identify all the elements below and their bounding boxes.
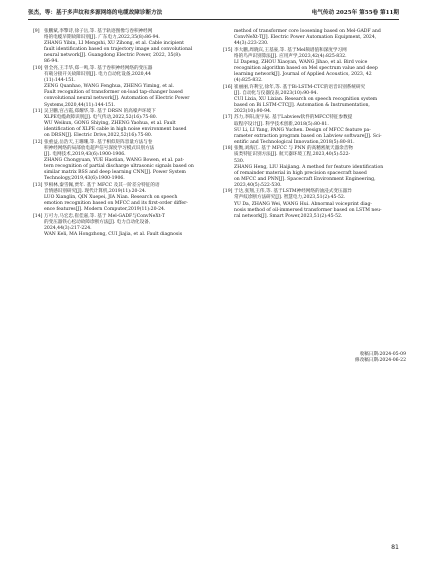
reference-text-line: recognition algorithm based on Mel spectrum value and deep xyxy=(234,65,378,71)
reference-text-line: ConvNeXt-T[J]. Electric Power Automation Equipment, 2024, xyxy=(234,35,377,41)
reference-text-line: WU Weikun, GONG Shiying, ZHENG Yaohua, et al. Fault xyxy=(44,121,176,127)
reference-text-line: 崔丽丽,许利宝,徐年,等. 基于Bi-LSTM-CTC的语音识别系统研究 xyxy=(234,84,366,90)
reference-text-line: identification of XLPE cable in high noise environment based xyxy=(44,127,187,133)
reference-text-line: (11):144-151. xyxy=(44,78,76,84)
reference-text-line: 常声纹诊断方法研究[J]. 智慧电力,2023,51(2):45-52. xyxy=(234,195,346,201)
reference-text-line: 2024,44(3):217-224. xyxy=(44,225,92,231)
reference-text-line: 张重益,岳浩天,王珊珊,等. 基于相似矩阵容量方法与卷 xyxy=(44,139,153,145)
reference-text-line: 张衡,刘海江. 基于 MFCC 与 PNN 的高精密航天器余音物 xyxy=(234,146,353,152)
reference-text-line: tern recognition of partial discharge ultrasonic signals based on xyxy=(44,164,194,170)
reference-number: [13] xyxy=(33,182,43,188)
reference-text-line: ZHANG Yibin, LI Mengshi, XU Zihong, et al. Cable incipient xyxy=(44,41,184,47)
reference-text-line: LUO Xianglin, QIN Xuepei, JIA Nian. Research on speech xyxy=(44,195,178,201)
reference-text-line: learning network[J]. Journal of Applied Acoustics, 2023, 42 xyxy=(234,72,372,78)
reference-entry xyxy=(223,115,399,145)
reference-text-line: 于达,张翔,王伟,等. 基于LSTM神经网络的油浸式变压器异 xyxy=(234,189,352,195)
reference-text-line: 络的鸟声识别算法[J]. 应用声学,2023,42(4):825-832. xyxy=(234,53,347,59)
reference-text-line: neural network[J]. Guangdong Electric Power, 2022, 35(8): xyxy=(44,53,182,59)
reference-text-line: [J]. 电网技术,2019,43(6):1900-1906. xyxy=(44,152,126,158)
reference-number: [10] xyxy=(33,65,43,71)
reference-text-line: based on Bi LSTM-CTC[J]. Automation & Instrumentation, xyxy=(234,102,370,108)
reference-entry xyxy=(33,140,209,183)
references-right-column xyxy=(223,29,399,220)
reference-text-line: nosis method of oil-immersed transformer based on LSTM neu- xyxy=(234,207,382,213)
reference-text-line: rameter extraction program based on Labview software[J]. Sci- xyxy=(234,133,382,139)
reference-text-line: ZENG Quanhao, WANG Fenghua, ZHENG Yiming, et al. xyxy=(44,84,175,90)
reference-text-line: 吴卫鹏,宫占霞,郑耀华,等. 基于 DRSN 的高噪声环境下 xyxy=(44,109,156,114)
reference-text-line: 2023(10):90-94. xyxy=(234,109,272,114)
reference-text-line: fault identification based on trajectory image and convolutional xyxy=(44,47,193,53)
reference-text-line: 有载分接开关故障识别[J]. 电力自动化设备,2020,44 xyxy=(44,72,151,78)
reference-text-line: 李大鹏,周晓宾,王基豪,等. 基于Mel频谱值和深度学习网 xyxy=(234,47,347,53)
reference-text-line: method of transformer core loosening based on Mel-GADF and xyxy=(234,29,381,34)
reference-text-line: YU Da, ZHANG Wei, WANG Hui. Abnormal voiceprint diag- xyxy=(234,201,372,207)
reference-text-line: 质类特征识别方法[J]. 航天器环境工程,2023,40(5):522- xyxy=(234,152,351,158)
header-authors-title: 张杰，等：基于多声纹和多源网络的电缆故障诊断方法 xyxy=(28,10,163,16)
reference-text-line: 2023,40(5):522-530. xyxy=(234,182,282,188)
reference-entry xyxy=(33,109,209,139)
reference-entry xyxy=(33,29,209,66)
reference-text-line: similar matrix BSS and deep learning CNN[J]. Power System xyxy=(44,170,186,176)
reference-text-line: LI Dapeng, ZHOU Xiaoyan, WANG Jihao, et al. Bird voice xyxy=(234,59,368,65)
reference-text-line: CUI Lixia, XU Lixian. Research on speech recognition system xyxy=(234,96,378,102)
reference-text-line: 取程序设计[J]. 科学技术创新,2018(5):80-81. xyxy=(234,121,329,127)
reference-text-line: Technology,2019,43(6):1900-1906. xyxy=(44,176,125,182)
reference-entry xyxy=(223,85,399,115)
reference-text-line: emotion recognition based on MFCC and its first-order differ- xyxy=(44,201,188,207)
reference-text-line: 积神经网络的局部放电超声信号深度学习模式识别方法 xyxy=(44,145,155,151)
reference-text-line: WAN Keli, MA Hongzhong, CUI Jiajia, et al. Fault diagnosis xyxy=(44,232,183,238)
revised-date: 修改稿日期:2024-06-22 xyxy=(354,358,406,364)
reference-text-line: [J]. 自动化与仪器仪表,2023(10):90-94. xyxy=(234,90,318,96)
reference-entry xyxy=(33,214,209,238)
reference-number: [19] xyxy=(223,189,233,195)
reference-text-line: ence features[J]. Modern Computer,2019(11):20-24. xyxy=(44,207,166,213)
manuscript-dates xyxy=(318,352,406,364)
reference-text-line: (4):825-832. xyxy=(234,78,263,84)
received-date: 收稿日期:2024-05-09 xyxy=(359,352,406,357)
reference-text-line: 530. xyxy=(234,158,245,164)
reference-number: [9] xyxy=(33,29,40,34)
reference-text-line: 的变压器铁心松动故障诊断方法[J]. 电力自动化设备, xyxy=(44,219,151,225)
reference-text-line: on MFCC and PNN[J]. Spacecraft Environment Engineering, xyxy=(234,176,376,182)
reference-text-line: convolutional neural network[J]. Automation of Electric Power xyxy=(44,96,190,102)
reference-text-line: 44(3):223-230. xyxy=(234,41,269,47)
reference-number: [16] xyxy=(223,84,233,90)
reference-text-line: 音情感识别研究[J]. 现代计算机,2019(11):20-24. xyxy=(44,189,147,194)
reference-text-line: 苏力,李阳,庞宇辰. 基于Labview软件的MFCC特征参数提 xyxy=(234,115,353,121)
header-rule xyxy=(28,19,399,20)
reference-text-line: Fault recognition of transformer on-load tap-changer based xyxy=(44,90,183,96)
reference-text-line: 络的电缆早期故障识别[J]. 广东电力,2022,35(8):86-94. xyxy=(44,35,160,41)
reference-text-line: SU Li, LI Yang, PANG Yuchen. Design of MFCC feature pa- xyxy=(234,127,371,133)
reference-number: [11] xyxy=(33,109,43,114)
reference-text-line: ral network[J]. Smart Power,2023,51(2):45-52. xyxy=(234,213,343,219)
reference-text-line: 86-94. xyxy=(44,59,59,65)
reference-text-line: 罗相林,秦雪佩,贾年. 基于 MFCC 及其一阶差分特征的语 xyxy=(44,182,160,188)
reference-text-line: 张鹏斌,李擎诗,徐子岳,等. 基于轨迹图像与卷积神经网 xyxy=(44,29,153,34)
reference-text-line: ZHANG Heng, LIU Haijiang. A method for feature identification xyxy=(234,164,384,170)
reference-text-line: on DRSN[J]. Electric Drive,2022,52(16):75-80. xyxy=(44,133,153,139)
reference-entry xyxy=(223,189,399,219)
references-left-column xyxy=(33,29,209,239)
reference-entry xyxy=(223,48,399,85)
reference-number: [14] xyxy=(33,213,43,219)
reference-number: [12] xyxy=(33,139,43,145)
reference-text-line: Systems,2020,44(11):144-151. xyxy=(44,102,116,108)
reference-entry xyxy=(223,29,399,47)
reference-number: [17] xyxy=(223,115,233,121)
reference-entry xyxy=(223,146,399,189)
reference-number: [18] xyxy=(223,146,233,152)
reference-number: [15] xyxy=(223,47,233,53)
reference-text-line: ZHANG Chongyuan, YUE Haotian, WANG Bowen, et al. pat- xyxy=(44,158,184,164)
reference-entry xyxy=(33,66,209,109)
page-number: 81 xyxy=(391,544,399,551)
reference-entry xyxy=(33,183,209,213)
reference-text-line: 曾全亮,王丰华,郑一鸣,等. 基于卷积神经网络的变压器 xyxy=(44,65,153,71)
reference-text-line: entific and Technological Innovation,2018(5):80-81. xyxy=(234,139,355,145)
reference-text-line: XLPE电缆故障识别[J]. 电气传动,2022,52(16):75-80. xyxy=(44,115,158,121)
reference-text-line: 万可力,马宏忠,崔佳嘉,等. 基于 Mel-GADF与ConvNeXt-T xyxy=(44,213,165,219)
header-journal-issue: 电气传动 2025年 第55卷 第11期 xyxy=(311,10,399,16)
reference-text-line: of remainder material in high precision spacecraft based xyxy=(234,170,367,176)
